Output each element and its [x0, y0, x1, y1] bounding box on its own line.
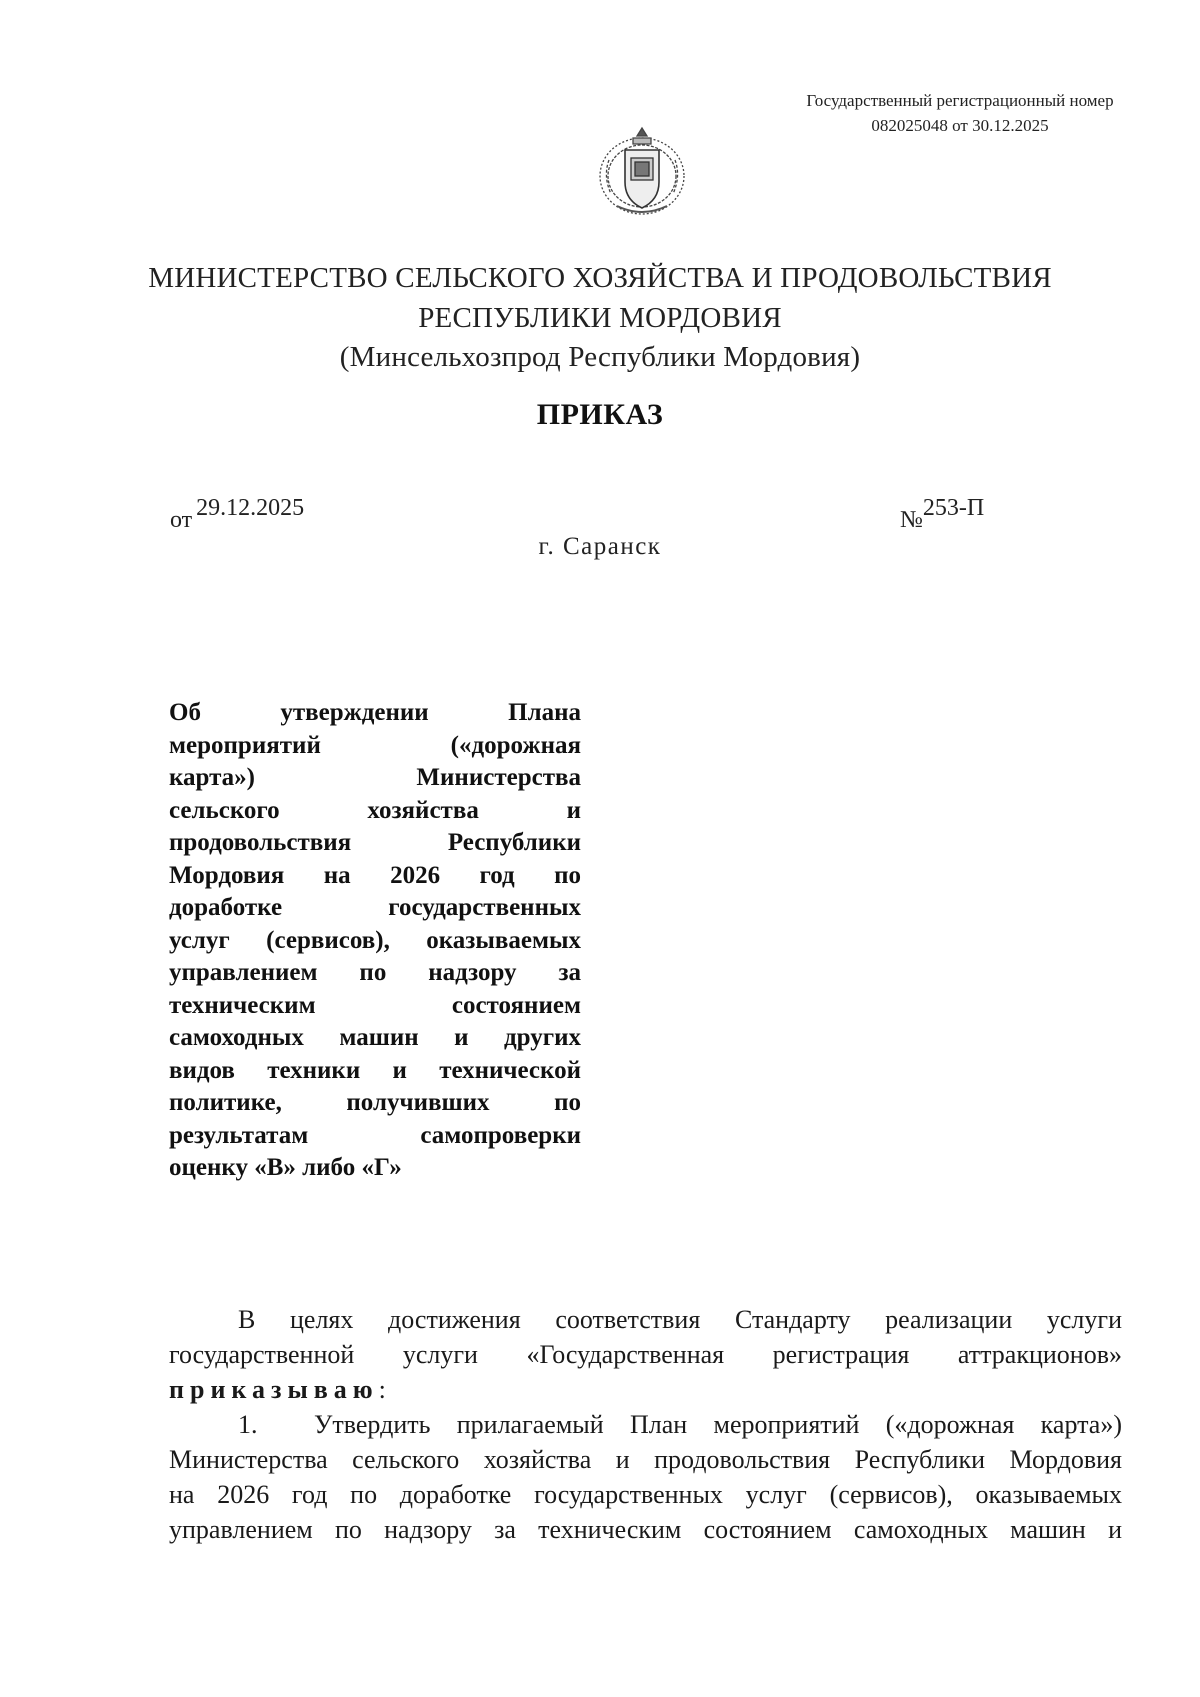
date-value: 29.12.2025 [196, 495, 305, 521]
subject-line: Об утверждении Плана [169, 699, 581, 726]
item-1-number: 1. [238, 1410, 258, 1439]
order-word: приказываю [169, 1375, 379, 1404]
document-date [170, 495, 305, 533]
subject-line: сельского хозяйства и [169, 796, 581, 824]
subject-line: видов техники и технической [169, 1056, 581, 1084]
number-prefix: № [900, 507, 923, 533]
document-number [900, 495, 985, 533]
subject-line: управлением по надзору за [169, 959, 581, 986]
subject-line: оценку «В» либо «Г» [169, 1154, 402, 1181]
subject-line: продовольствия Республики [169, 829, 581, 856]
subject-line: техническим состоянием [169, 991, 581, 1019]
subject-line: карта») Министерства [169, 764, 581, 791]
subject-line: мероприятий («дорожная [169, 731, 581, 759]
subject-line: политике, получивших по [169, 1089, 581, 1116]
subject-line: доработке государственных [169, 894, 581, 921]
document-type: ПРИКАЗ [536, 398, 664, 431]
item-1-line [169, 1407, 1122, 1442]
item-1-line: на 2026 год по доработке государственных услуг (сервисов), оказываемых [169, 1480, 1122, 1509]
registration-value: 082025048 от 30.12.2025 [871, 116, 1049, 135]
ministry-short-name: (Минсельхозпрод Республики Мордовия) [339, 341, 861, 373]
document-subject [169, 697, 581, 1185]
subject-line: результатам самопроверки [169, 1121, 581, 1149]
subject-line: самоходных машин и других [169, 1024, 581, 1051]
subject-line: Мордовия на 2026 год по [169, 861, 581, 889]
coat-of-arms-icon [587, 120, 697, 220]
date-prefix: от [170, 507, 193, 533]
number-value: 253-П [922, 495, 985, 521]
ministry-name-line1: МИНИСТЕРСТВО СЕЛЬСКОГО ХОЗЯЙСТВА И ПРОДОВОЛЬСТВИЯ [148, 262, 1052, 294]
body-paragraph-line: государственной услуги «Государственная регистрация аттракционов» [169, 1340, 1122, 1369]
subject-line: услуг (сервисов), оказываемых [169, 926, 581, 954]
ministry-name-line2: РЕСПУБЛИКИ МОРДОВИЯ [418, 302, 782, 334]
item-1-line: Министерства сельского хозяйства и продовольствия Республики Мордовия [169, 1445, 1122, 1474]
body-paragraph-line: В целях достижения соответствия Стандарту реализации услуги [238, 1305, 1122, 1334]
item-1-line: управлением по надзору за техническим состоянием самоходных машин и [169, 1515, 1122, 1544]
item-1-text: Утвердить прилагаемый План мероприятий («дорожная карта») [314, 1410, 1122, 1439]
document-body [169, 1302, 1122, 1547]
document-city: г. Саранск [538, 533, 662, 560]
order-statement [169, 1372, 1122, 1407]
registration-number [760, 88, 1160, 138]
order-colon: : [378, 1375, 386, 1404]
registration-label: Государственный регистрационный номер [806, 91, 1114, 110]
